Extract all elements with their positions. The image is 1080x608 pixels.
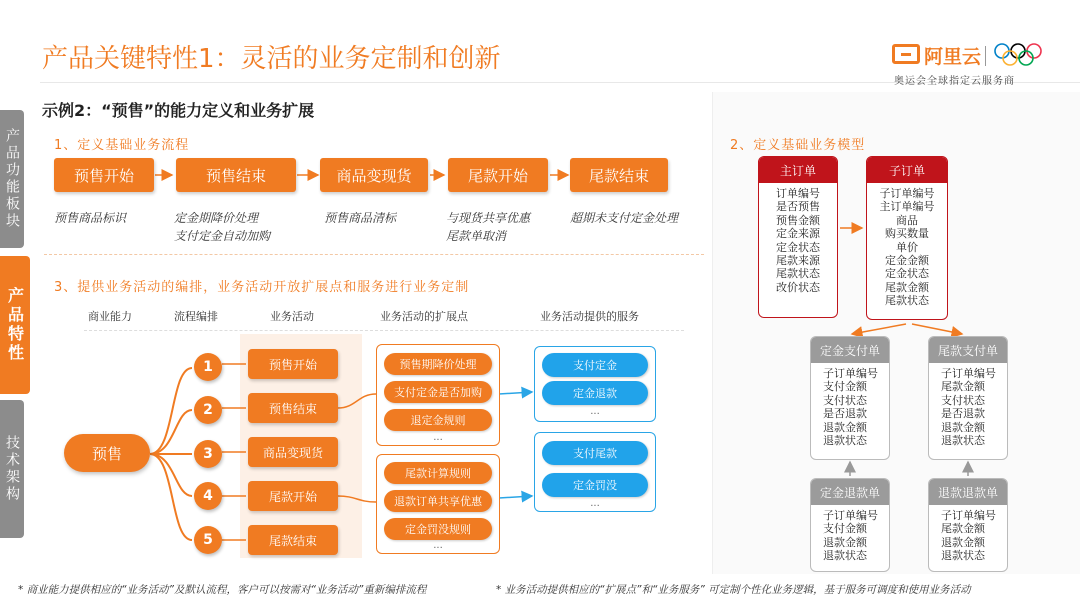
model-fields [867, 183, 947, 312]
model-field: 是否退款 [941, 407, 985, 421]
step-number: 3 [194, 440, 222, 468]
step-number: 1 [194, 353, 222, 381]
page-title: 产品关键特性1：灵活的业务定制和创新 [42, 44, 501, 74]
model-field: 支付金额 [823, 522, 867, 536]
flow-step-to-stock: 商品变现货 [320, 158, 428, 192]
footer-note-right: * 业务活动提供相应的“扩展点”和“业务服务” 可定制个性化业务逻辑，基于服务可调度和使用业务活动 [496, 584, 971, 596]
model-deposit-payment [810, 336, 890, 460]
model-field: 支付状态 [941, 393, 985, 407]
model-field: 支付状态 [823, 393, 867, 407]
model-field: 定金状态 [885, 267, 929, 281]
footer-note-left: * 商业能力提供相应的“业务活动”及默认流程，客户可以按需对“业务活动”重新编排流程 [18, 584, 427, 596]
model-field: 子订单编号 [941, 367, 996, 380]
model-title: 尾款支付单 [929, 337, 1007, 363]
column-header: 业务活动 [270, 310, 314, 323]
model-field: 尾款金额 [885, 280, 929, 294]
column-header: 业务活动的扩展点 [380, 310, 468, 323]
model-field: 退款金额 [823, 420, 867, 434]
model-field: 定金金额 [885, 254, 929, 268]
model-field: 支付金额 [823, 380, 867, 394]
model-field: 退款状态 [941, 434, 985, 448]
olympic-rings-icon [992, 42, 1044, 68]
brand-logo [890, 42, 1050, 87]
model-field: 主订单编号 [879, 200, 935, 214]
model-field: 退款状态 [941, 549, 985, 563]
flow-desc: 与现货共享优惠 [446, 211, 531, 225]
model-field: 尾款状态 [776, 267, 820, 281]
model-title: 主订单 [759, 157, 837, 183]
extension-point: 退款订单共享优惠 [384, 490, 492, 512]
model-field: 订单编号 [776, 187, 820, 200]
logo-text: 阿里云 [924, 46, 982, 68]
model-title: 子订单 [867, 157, 947, 183]
service-item: 定金退款 [542, 381, 648, 405]
model-field: 尾款金额 [941, 380, 985, 394]
model-balance-payment [928, 336, 1008, 460]
flow-desc: 预售商品清标 [324, 211, 397, 225]
model-main-order [758, 156, 838, 318]
model-field: 定金状态 [776, 240, 820, 254]
model-deposit-refund [810, 478, 890, 572]
model-field: 定金来源 [776, 227, 820, 241]
flow-step-presale-end: 预售结束 [176, 158, 296, 192]
model-fields [929, 363, 1007, 451]
tab-product-modules[interactable]: 产品功能板块 [0, 110, 24, 248]
extension-point: 尾款计算规则 [384, 462, 492, 484]
model-fields [929, 505, 1007, 567]
section2-label: 2、定义基础业务模型 [730, 138, 866, 153]
model-field: 退款状态 [823, 549, 867, 563]
activity-balance-end: 尾款结束 [248, 525, 338, 555]
flow-desc: 超期未支付定金处理 [570, 211, 679, 225]
example-subtitle: 示例2：“预售”的能力定义和业务扩展 [42, 101, 315, 120]
model-field: 单价 [896, 240, 918, 254]
model-balance-refund [928, 478, 1008, 572]
model-field: 退款状态 [823, 434, 867, 448]
model-field: 尾款状态 [885, 294, 929, 308]
model-title: 退款退款单 [929, 479, 1007, 505]
column-header: 商业能力 [88, 310, 132, 323]
model-field: 子订单编号 [941, 509, 996, 522]
step-number: 5 [194, 526, 222, 554]
model-fields [759, 183, 837, 298]
model-field: 尾款来源 [776, 254, 820, 268]
service-more: ... [590, 498, 600, 509]
model-field: 是否退款 [823, 407, 867, 421]
service-item: 支付定金 [542, 353, 648, 377]
step-number: 4 [194, 482, 222, 510]
model-field: 子订单编号 [823, 509, 878, 522]
logo-divider [985, 46, 986, 66]
model-field: 是否预售 [776, 200, 820, 214]
extension-more: ... [433, 432, 443, 443]
model-field: 尾款金额 [941, 522, 985, 536]
presale-capability: 预售 [64, 434, 150, 472]
model-field: 子订单编号 [879, 187, 935, 200]
model-field: 子订单编号 [823, 367, 878, 380]
model-fields [811, 505, 889, 567]
logo-subtitle: 奥运会全球指定云服务商 [894, 76, 1015, 87]
step-number: 2 [194, 396, 222, 424]
extension-point: 退定金规则 [384, 409, 492, 431]
model-field: 退款金额 [941, 420, 985, 434]
model-field: 退款金额 [823, 535, 867, 549]
flow-step-balance-end: 尾款结束 [570, 158, 668, 192]
section-divider [44, 254, 704, 255]
activity-to-stock: 商品变现货 [248, 437, 338, 467]
activity-presale-start: 预售开始 [248, 349, 338, 379]
model-field: 退款金额 [941, 535, 985, 549]
activity-presale-end: 预售结束 [248, 393, 338, 423]
flow-desc: 定金期降价处理 [174, 211, 259, 225]
section1-label: 1、定义基础业务流程 [54, 138, 190, 153]
activity-balance-start: 尾款开始 [248, 481, 338, 511]
model-field: 改价状态 [776, 280, 820, 294]
extension-more: ... [433, 540, 443, 551]
extension-point: 支付定金是否加购 [384, 381, 492, 403]
model-sub-order [866, 156, 948, 320]
flow-desc: 尾款单取消 [446, 229, 507, 243]
model-field: 购买数量 [885, 227, 929, 241]
extension-point: 预售期降价处理 [384, 353, 492, 375]
aliyun-logo-icon [892, 44, 920, 64]
tab-product-features[interactable]: 产品特性 [0, 256, 30, 394]
model-field: 商品 [896, 213, 918, 227]
section3-label: 3、提供业务活动的编排，业务活动开放扩展点和服务进行业务定制 [54, 280, 470, 295]
model-field: 预售金额 [776, 213, 820, 227]
flow-step-presale-start: 预售开始 [54, 158, 154, 192]
column-header: 流程编排 [174, 310, 218, 323]
model-title: 定金退款单 [811, 479, 889, 505]
model-fields [811, 363, 889, 451]
tab-tech-architecture[interactable]: 技术架构 [0, 400, 24, 538]
flow-step-balance-start: 尾款开始 [448, 158, 548, 192]
extension-point: 定金罚没规则 [384, 518, 492, 540]
service-item: 定金罚没 [542, 473, 648, 497]
column-header: 业务活动提供的服务 [540, 310, 639, 323]
model-title: 定金支付单 [811, 337, 889, 363]
service-more: ... [590, 406, 600, 417]
service-item: 支付尾款 [542, 441, 648, 465]
flow-desc: 预售商品标识 [54, 211, 127, 225]
flow-desc: 支付定金自动加购 [174, 229, 271, 243]
